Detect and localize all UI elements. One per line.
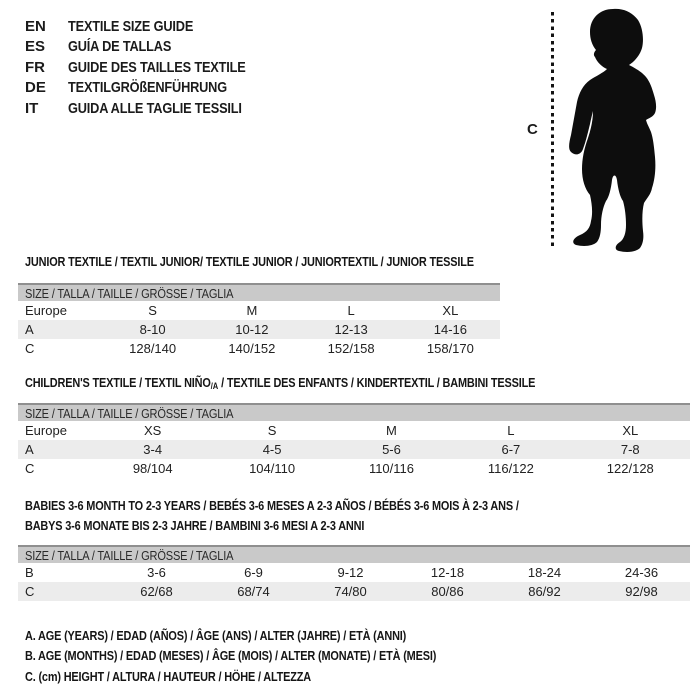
language-title: TEXTILGRÖßENFÜHRUNG	[68, 79, 227, 97]
language-code: EN	[25, 18, 46, 35]
language-title: TEXTILE SIZE GUIDE	[68, 18, 194, 35]
height-cell: 128/140	[129, 341, 177, 356]
language-row-es	[25, 37, 277, 57]
junior-table	[18, 301, 500, 358]
size-cell: L	[507, 423, 515, 438]
language-code: DE	[25, 79, 46, 97]
size-cell: M	[246, 303, 258, 318]
language-title-list	[25, 17, 277, 119]
height-measure-dashed-line	[551, 12, 554, 248]
months-cell: 6-9	[244, 565, 263, 580]
height-cell: 158/170	[426, 341, 474, 356]
height-cell: 140/152	[228, 341, 276, 356]
table-row-age	[18, 440, 690, 459]
size-cell: S	[148, 303, 157, 318]
size-header-bar: SIZE / TALLA / TAILLE / GRÖSSE / TAGLIA	[18, 403, 690, 421]
size-header-bar: SIZE / TALLA / TAILLE / GRÖSSE / TAGLIA	[18, 283, 500, 301]
language-title: GUIDA ALLE TAGLIE TESSILI	[68, 99, 242, 117]
language-code: FR	[25, 58, 45, 76]
language-row-fr	[25, 58, 277, 78]
age-cell: 5-6	[332, 440, 451, 459]
months-cell: 12-18	[430, 565, 465, 580]
language-row-de	[25, 78, 277, 98]
height-cell: 116/122	[487, 461, 534, 476]
height-cell: 74/80	[302, 582, 399, 601]
section-title-babies: BABIES 3-6 MONTH TO 2-3 YEARS / BEBÉS 3-6 MESES A 2-3 AÑOS / BÉBÉS 3-6 MOIS À 2-3 ANS / BABYS 3-6 MONATE BIS 2-3 JAHRE / BAMBINI 3-6 MESI A 2-3 ANNI	[25, 498, 519, 533]
nino-a-subscript: /A	[210, 381, 219, 391]
row-label: Europe	[25, 303, 67, 318]
age-cell: 7-8	[571, 440, 690, 459]
table-row-height	[18, 582, 690, 601]
height-cell: 98/104	[132, 461, 173, 476]
months-cell: 18-24	[527, 565, 562, 580]
babies-table	[18, 563, 690, 601]
age-cell: 10-12	[202, 320, 301, 339]
months-cell: 3-6	[147, 565, 166, 580]
height-cell: 152/158	[327, 341, 375, 356]
junior-size-table	[18, 283, 500, 358]
size-cell: L	[347, 303, 355, 318]
table-row-age	[18, 320, 500, 339]
size-cell: S	[267, 423, 277, 438]
size-cell: M	[386, 423, 397, 438]
age-cell: 3-4	[93, 440, 212, 459]
age-cell: 8-10	[103, 320, 202, 339]
height-cell: 68/74	[205, 582, 302, 601]
footnote-legend	[25, 626, 515, 687]
toddler-silhouette-icon	[558, 8, 668, 254]
height-cell: 80/86	[399, 582, 496, 601]
language-code: ES	[25, 38, 46, 56]
height-cell: 104/110	[249, 461, 296, 476]
months-cell: 9-12	[337, 565, 364, 580]
table-row-europe	[18, 421, 690, 440]
language-code: IT	[25, 99, 39, 117]
row-label: C	[18, 582, 108, 601]
height-cell: 110/116	[368, 461, 414, 476]
language-row-it	[25, 99, 277, 119]
height-measure-label: C	[527, 121, 538, 138]
section-title-children: CHILDREN'S TEXTILE / TEXTIL NIÑO/A / TEXTILE DES ENFANTS / KINDERTEXTIL / BAMBINI TESSILE	[25, 375, 536, 391]
age-cell: 12-13	[302, 320, 401, 339]
row-label: C	[25, 341, 35, 356]
height-cell: 92/98	[593, 582, 690, 601]
size-cell: XL	[442, 303, 459, 318]
row-label: A	[18, 320, 103, 339]
language-title: GUÍA DE TALLAS	[68, 38, 172, 56]
babies-size-table	[18, 545, 690, 601]
footnote-b: B. AGE (MONTHS) / EDAD (MESES) / ÂGE (MOIS) / ALTER (MONATE) / ETÀ (MESI)	[25, 648, 437, 664]
table-row-europe	[18, 301, 500, 320]
age-cell: 4-5	[212, 440, 331, 459]
table-row-height	[18, 459, 690, 478]
size-cell: XL	[622, 423, 639, 438]
age-cell: 6-7	[451, 440, 570, 459]
table-row-months	[18, 563, 690, 582]
footnote-c: C. (cm) HEIGHT / ALTURA / HAUTEUR / HÖHE / ALTEZZA	[25, 668, 312, 684]
section-title-junior: JUNIOR TEXTILE / TEXTIL JUNIOR/ TEXTILE JUNIOR / JUNIORTEXTIL / JUNIOR TESSILE	[25, 254, 474, 269]
size-cell: XS	[144, 423, 162, 438]
children-table	[18, 421, 690, 478]
row-label: Europe	[25, 423, 67, 438]
footnote-a: A. AGE (YEARS) / EDAD (AÑOS) / ÂGE (ANS) / ALTER (JAHRE) / ETÀ (ANNI)	[25, 628, 407, 643]
language-title: GUIDE DES TAILLES TEXTILE	[68, 58, 246, 76]
row-label: C	[25, 461, 35, 476]
height-cell: 86/92	[496, 582, 593, 601]
row-label: B	[25, 565, 34, 580]
months-cell: 24-36	[624, 565, 659, 580]
height-cell: 122/128	[606, 461, 654, 476]
language-row-en	[25, 17, 277, 37]
table-row-height	[18, 339, 500, 358]
children-size-table	[18, 403, 690, 478]
size-header-bar: SIZE / TALLA / TAILLE / GRÖSSE / TAGLIA	[18, 545, 690, 563]
row-label: A	[18, 440, 93, 459]
height-cell: 62/68	[108, 582, 205, 601]
age-cell: 14-16	[401, 320, 500, 339]
